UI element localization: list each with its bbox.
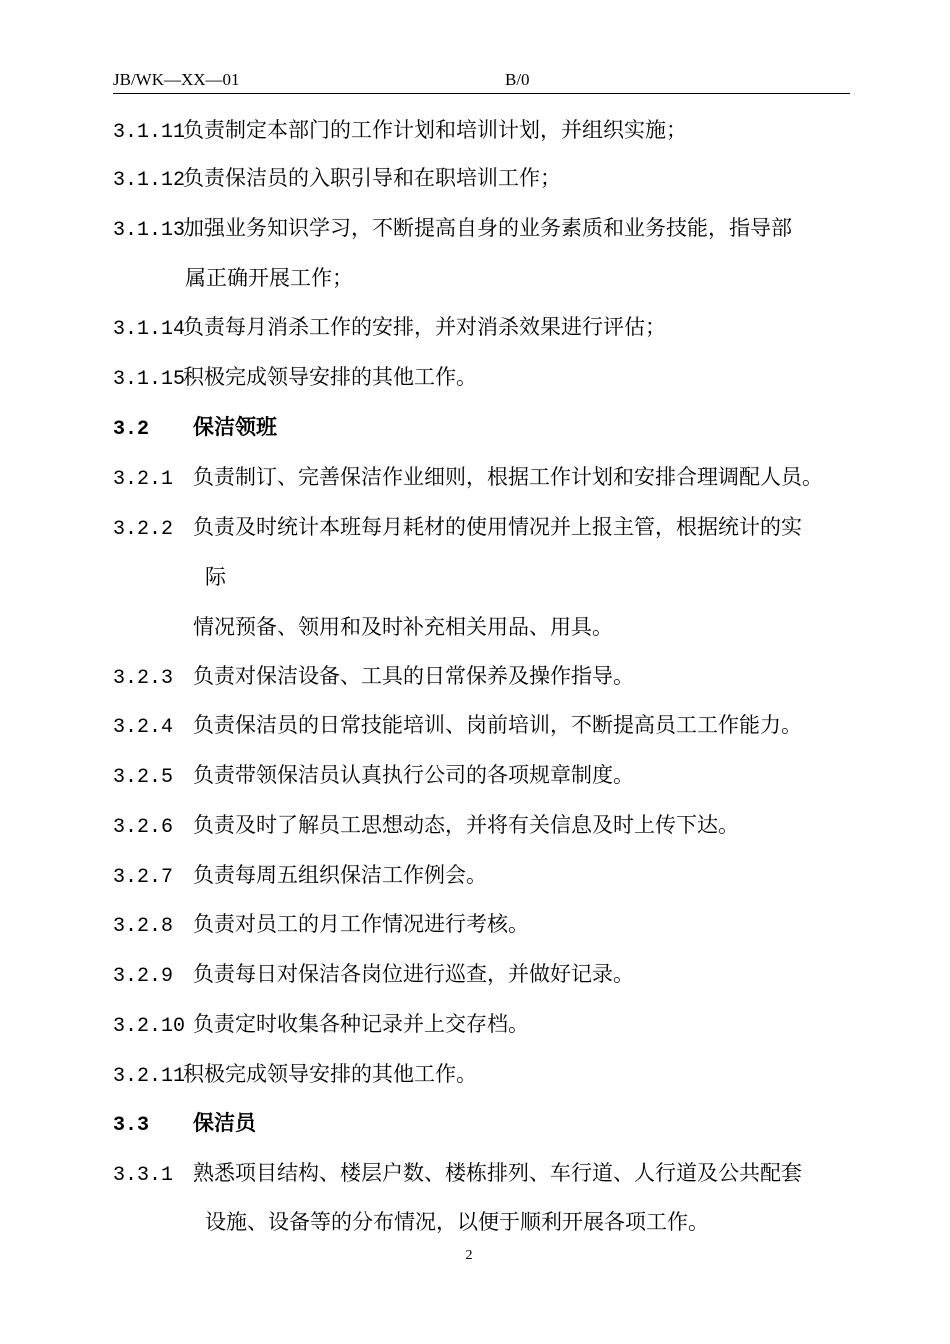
clause-text: 负责带领保洁员认真执行公司的各项规章制度。 (193, 763, 634, 787)
clause-text: 负责对保洁设备、工具的日常保养及操作指导。 (193, 664, 634, 688)
clause-3-1-11 (113, 116, 687, 147)
clause-3-2-11 (113, 1060, 477, 1091)
clause-continuation: 情况预备、领用和及时补充相关用品、用具。 (193, 615, 613, 639)
clause-text: 加强业务知识学习，不断提高自身的业务素质和业务技能，指导部 (183, 216, 792, 240)
clause-number: 3.2.9 (113, 965, 174, 988)
clause-number: 3.1.14 (113, 318, 186, 341)
clause-number: 3.2.8 (113, 915, 174, 938)
clause-3-2-10 (113, 1010, 529, 1041)
page-header (113, 66, 850, 94)
section-3-2-heading (113, 413, 277, 444)
clause-number: 3.2.2 (113, 518, 174, 541)
clause-number: 3.2.3 (113, 667, 174, 690)
clause-number: 3.1.15 (113, 368, 186, 391)
clause-text: 负责每日对保洁各岗位进行巡查，并做好记录。 (193, 962, 634, 986)
clause-text: 积极完成领导安排的其他工作。 (183, 1062, 477, 1086)
section-3-3-heading (113, 1109, 256, 1140)
clause-3-2-4 (113, 711, 802, 742)
clause-3-2-1 (113, 463, 823, 494)
section-number: 3.3 (113, 1114, 150, 1137)
clause-text: 负责保洁员的日常技能培训、岗前培训，不断提高员工工作能力。 (193, 713, 802, 737)
clause-number: 3.2.7 (113, 866, 174, 889)
clause-3-2-3 (113, 662, 634, 693)
section-title: 保洁员 (193, 1110, 256, 1135)
clause-3-2-5 (113, 761, 634, 792)
section-number: 3.2 (113, 418, 150, 441)
clause-3-3-1 (113, 1159, 802, 1190)
clause-number: 3.3.1 (113, 1164, 174, 1187)
clause-continuation: 设施、设备等的分布情况，以便于顺利开展各项工作。 (205, 1210, 709, 1234)
clause-number: 3.2.11 (113, 1065, 186, 1088)
clause-number: 3.2.4 (113, 716, 174, 739)
revision-label: B/0 (505, 70, 530, 89)
clause-3-1-13 (113, 214, 792, 245)
clause-3-2-7 (113, 861, 487, 892)
clause-text: 负责每周五组织保洁工作例会。 (193, 863, 487, 887)
clause-text: 熟悉项目结构、楼层户数、楼栋排列、车行道、人行道及公共配套 (193, 1161, 802, 1185)
clause-number: 3.1.13 (113, 219, 186, 242)
clause-text: 负责定时收集各种记录并上交存档。 (193, 1012, 529, 1036)
clause-text: 负责对员工的月工作情况进行考核。 (193, 912, 529, 936)
clause-3-1-14 (113, 313, 666, 344)
clause-text: 负责制定本部门的工作计划和培训计划，并组织实施； (183, 118, 687, 142)
clause-text: 负责每月消杀工作的安排，并对消杀效果进行评估； (183, 315, 666, 339)
clause-3-1-15 (113, 363, 477, 394)
clause-text: 负责及时统计本班每月耗材的使用情况并上报主管，根据统计的实 (193, 515, 802, 539)
section-title: 保洁领班 (193, 414, 277, 439)
document-code: JB/WK—XX—01 (113, 70, 240, 89)
page-number: 2 (465, 1248, 473, 1263)
clause-number: 3.1.11 (113, 121, 186, 144)
clause-number: 3.2.5 (113, 766, 174, 789)
clause-continuation: 属正确开展工作； (185, 266, 353, 290)
clause-text: 负责及时了解员工思想动态，并将有关信息及时上传下达。 (193, 813, 739, 837)
clause-number: 3.2.6 (113, 816, 174, 839)
clause-text: 负责保洁员的入职引导和在职培训工作； (183, 166, 561, 190)
clause-number: 3.1.12 (113, 169, 186, 192)
clause-3-2-9 (113, 960, 634, 991)
clause-3-2-8 (113, 910, 529, 941)
clause-number: 3.2.10 (113, 1015, 186, 1038)
clause-3-2-6 (113, 811, 739, 842)
clause-continuation: 际 (205, 565, 226, 589)
clause-3-1-12 (113, 164, 561, 195)
clause-3-2-2 (113, 513, 802, 544)
clause-text: 负责制订、完善保洁作业细则，根据工作计划和安排合理调配人员。 (193, 465, 823, 489)
clause-number: 3.2.1 (113, 468, 174, 491)
clause-text: 积极完成领导安排的其他工作。 (183, 365, 477, 389)
